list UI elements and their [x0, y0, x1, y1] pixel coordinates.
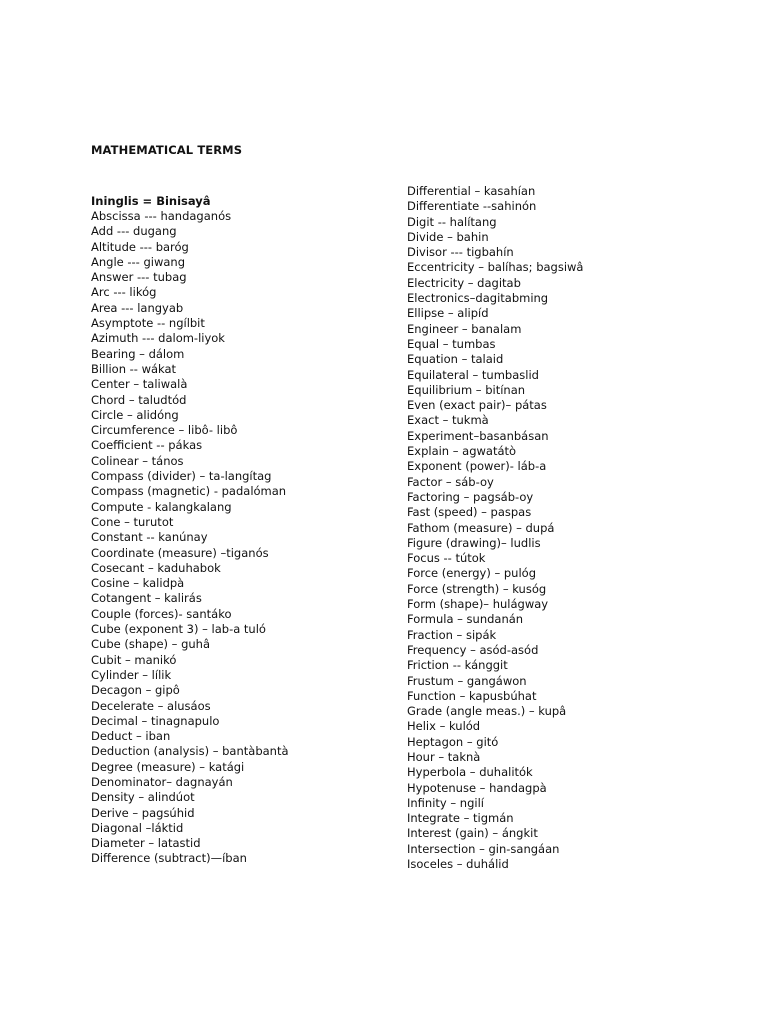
term-entry: Degree (measure) – katági [91, 759, 245, 774]
term-entry: Deduction (analysis) – bantàbantà [91, 744, 289, 759]
term-entry: Differential – kasahían [407, 184, 536, 198]
term-entry: Billion -- wákat [91, 361, 177, 376]
term-entry: Compute - kalangkalang [91, 499, 232, 514]
term-entry: Equilateral – tumbaslid [407, 367, 539, 382]
term-entry: Abscissa --- handaganós [91, 209, 232, 223]
term-entry: Explain – agwatátò [407, 444, 517, 459]
term-entry: Function – kapusbúhat [407, 688, 537, 703]
term-entry: Azimuth --- dalom-liyok [91, 331, 225, 346]
term-entry: Digit -- halítang [407, 214, 497, 229]
term-entry: Hypotenuse – handagpà [407, 780, 547, 795]
term-entry: Circumference – libô- libô [91, 423, 238, 438]
page-title: MATHEMATICAL TERMS [91, 143, 243, 157]
term-entry: Area --- langyab [91, 300, 184, 315]
term-entry: Force (energy) – pulóg [407, 566, 536, 581]
term-entry: Cubit – manikó [91, 652, 177, 667]
term-entry: Compass (magnetic) - padalóman [91, 484, 287, 499]
term-entry: Decelerate – alusáos [91, 698, 211, 713]
term-entry: Density – alindúot [91, 790, 195, 805]
term-entry: Differentiate --sahinón [407, 199, 537, 214]
term-entry: Difference (subtract)—íban [91, 851, 247, 866]
term-entry: Interest (gain) – ángkit [407, 826, 538, 841]
term-entry: Integrate – tigmán [407, 811, 514, 826]
term-entry: Circle – alidóng [91, 407, 179, 422]
term-entry: Hyperbola – duhalitók [407, 765, 533, 780]
term-entry: Deduct – iban [91, 729, 171, 744]
term-entry: Infinity – ngilí [407, 795, 484, 810]
term-entry: Experiment–basanbásan [407, 428, 549, 443]
term-entry: Fast (speed) – paspas [407, 505, 532, 520]
term-entry: Frustum – gangáwon [407, 673, 527, 688]
term-entry: Answer --- tubag [91, 270, 187, 285]
term-entry: Even (exact pair)– pátas [407, 398, 547, 413]
term-entry: Coefficient -- pákas [91, 438, 203, 453]
term-entry: Electronics–dagitabming [407, 291, 549, 306]
term-entry: Formula – sundanán [407, 612, 524, 627]
term-entry: Divisor --- tigbahín [407, 245, 514, 260]
term-entry: Coordinate (measure) –tiganós [91, 545, 269, 560]
term-entry: Frequency – asód-asód [407, 642, 539, 657]
term-entry: Hour – taknà [407, 749, 481, 764]
term-entry: Bearing – dálom [91, 346, 185, 361]
term-entry: Diagonal –láktid [91, 820, 184, 835]
term-entry: Factor – sáb-oy [407, 474, 494, 489]
term-entry: Ellipse – alipíd [407, 306, 489, 321]
left-term-list [91, 209, 289, 867]
term-entry: Grade (angle meas.) – kupâ [407, 704, 567, 719]
term-entry: Angle --- giwang [91, 254, 186, 269]
term-entry: Helix – kulód [407, 719, 481, 734]
term-entry: Fraction – sipák [407, 627, 497, 642]
term-entry: Exponent (power)- láb-a [407, 459, 547, 474]
term-entry: Cosine – kalidpà [91, 576, 185, 591]
term-entry: Compass (divider) – ta-langítag [91, 469, 272, 484]
term-entry: Center – taliwalà [91, 377, 188, 392]
term-entry: Denominator– dagnayán [91, 774, 233, 789]
term-entry: Cotangent – kalirás [91, 591, 202, 606]
term-entry: Equal – tumbas [407, 336, 496, 351]
term-entry: Altitude --- baróg [91, 239, 189, 254]
term-entry: Asymptote -- ngílbit [91, 316, 205, 331]
term-entry: Engineer – banalam [407, 321, 522, 336]
term-entry: Focus -- tútok [407, 551, 486, 566]
term-entry: Cube (shape) – guhâ [91, 637, 211, 652]
term-entry: Electricity – dagitab [407, 275, 521, 290]
term-entry: Factoring – pagsáb-oy [407, 489, 534, 504]
term-entry: Cone – turutot [91, 514, 174, 529]
term-entry: Eccentricity – balíhas; bagsiwâ [407, 260, 584, 275]
term-entry: Decagon – gipô [91, 683, 180, 698]
term-entry: Heptagon – gitó [407, 734, 499, 749]
term-entry: Friction -- kánggit [407, 658, 508, 673]
term-entry: Divide – bahin [407, 229, 489, 244]
term-entry: Form (shape)– hulágway [407, 597, 549, 612]
column-heading: Ininglis = Binisayâ [91, 194, 211, 208]
term-entry: Equation – talaid [407, 352, 504, 367]
term-entry: Figure (drawing)– ludlis [407, 535, 541, 550]
term-entry: Force (strength) – kusóg [407, 581, 547, 596]
term-entry: Constant -- kanúnay [91, 530, 208, 545]
term-entry: Isoceles – duhálid [407, 857, 509, 872]
term-entry: Equilibrium – bitínan [407, 382, 526, 397]
term-entry: Cube (exponent 3) – lab-a tuló [91, 622, 266, 637]
term-entry: Exact – tukmà [407, 413, 489, 428]
term-entry: Arc --- likóg [91, 285, 157, 300]
term-entry: Cylinder – lílik [91, 667, 172, 682]
term-entry: Derive – pagsúhid [91, 805, 195, 820]
term-entry: Add --- dugang [91, 224, 177, 239]
term-entry: Intersection – gin-sangáan [407, 841, 560, 856]
term-entry: Fathom (measure) – dupá [407, 520, 555, 535]
term-entry: Diameter – latastid [91, 836, 201, 851]
term-entry: Colinear – tános [91, 453, 184, 468]
term-entry: Chord – taludtód [91, 392, 187, 407]
right-term-list [407, 184, 583, 872]
term-entry: Cosecant – kaduhabok [91, 560, 221, 575]
term-entry: Decimal – tinagnapulo [91, 713, 220, 728]
term-entry: Couple (forces)- santáko [91, 606, 232, 621]
